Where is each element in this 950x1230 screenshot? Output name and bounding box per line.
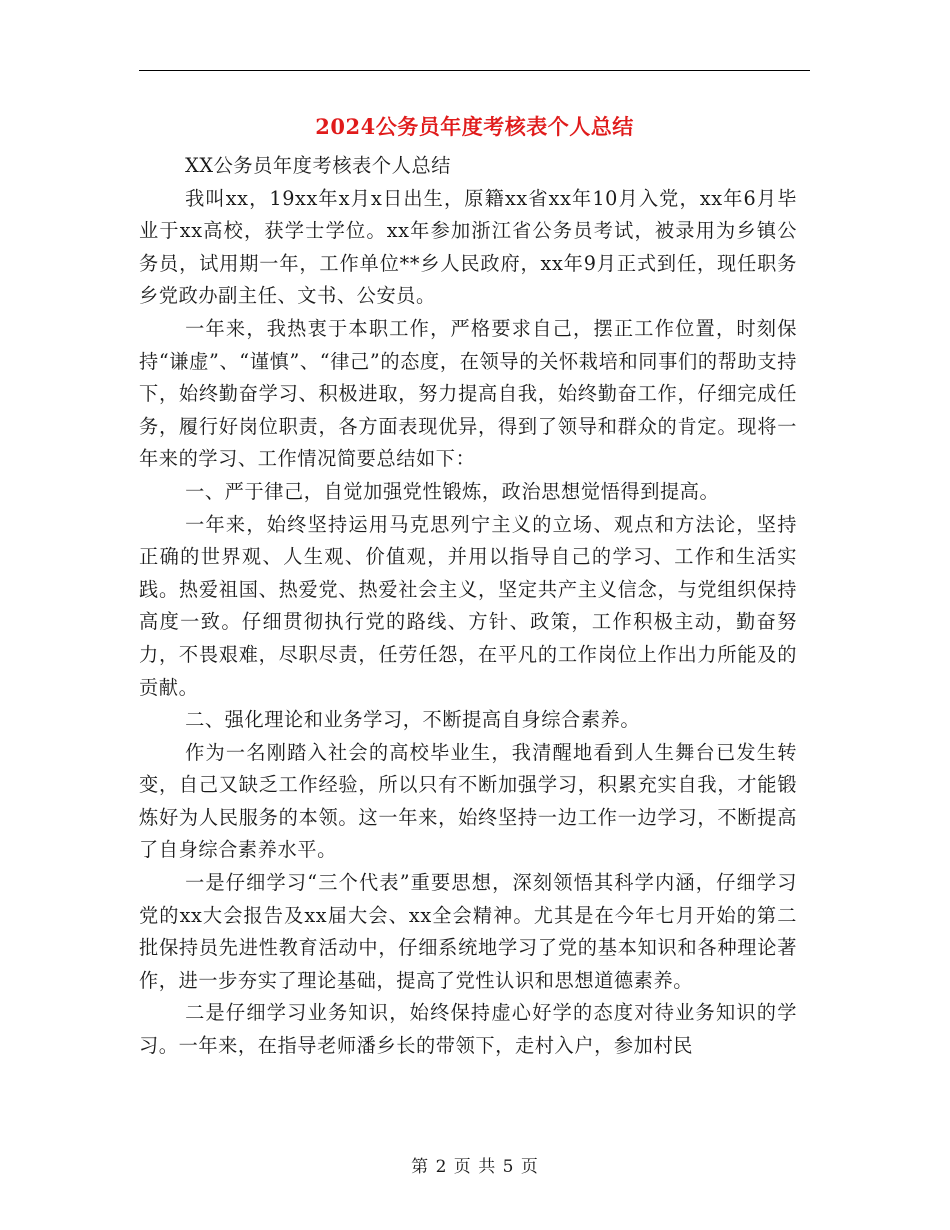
paragraph: 一年来，始终坚持运用马克思列宁主义的立场、观点和方法论，坚持正确的世界观、人生观、价值观，并用以指导自己的学习、工作和生活实践。热爱祖国、热爱党、热爱社会主义，坚定共产主义信念，与党组织保持高度一致。仔细贯彻执行党的路线、方针、政策，工作积极主动，勤奋努力，不畏艰难，尽职尽责，任劳任怨，在平凡的工作岗位上作出力所能及的贡献。 bbox=[139, 512, 797, 699]
document-title: 2024公务员年度考核表个人总结 bbox=[315, 114, 634, 139]
page-footer: 第 2 页 共 5 页 bbox=[411, 1157, 539, 1177]
paragraph: 一年来，我热衷于本职工作，严格要求自己，摆正工作位置，时刻保持“谦虚”、“谨慎”、“律己”的态度，在领导的关怀栽培和同事们的帮助支持下，始终勤奋学习、积极进取，努力提高自我，始终勤奋工作，仔细完成任务，履行好岗位职责，各方面表现优异，得到了领导和群众的肯定。现将一年来的学习、工作情况简要总结如下： bbox=[139, 316, 797, 471]
section-heading: 一、严于律己，自觉加强党性锻炼，政治思想觉悟得到提高。 bbox=[185, 479, 720, 503]
paragraph: 二是仔细学习业务知识，始终保持虚心好学的态度对待业务知识的学习。一年来，在指导老师潘乡长的带领下，走村入户，参加村民 bbox=[139, 1001, 797, 1058]
section-heading: 二、强化理论和业务学习，不断提高自身综合素养。 bbox=[185, 708, 641, 732]
paragraph: 一是仔细学习“三个代表”重要思想，深刻领悟其科学内涵，仔细学习党的xx大会报告及xx届大会、xx全会精神。尤其是在今年七月开始的第二批保持员先进性教育活动中，仔细系统地学习了党的基本知识和各种理论著作，进一步夯实了理论基础，提高了党性认识和思想道德素养。 bbox=[139, 871, 797, 992]
doc-subtitle: XX公务员年度考核表个人总结 bbox=[185, 154, 452, 177]
paragraph: 作为一名刚踏入社会的高校毕业生，我清醒地看到人生舞台已发生转变，自己又缺乏工作经验，所以只有不断加强学习，积累充实自我，才能锻炼好为人民服务的本领。这一年来，始终坚持一边工作一边学习，不断提高了自身综合素养水平。 bbox=[139, 740, 797, 862]
header-rule bbox=[139, 70, 810, 71]
document-body bbox=[139, 150, 797, 1063]
paragraph: 我叫xx，19xx年x月x日出生，原籍xx省xx年10月入党，xx年6月毕业于xx高校，获学士学位。xx年参加浙江省公务员考试，被录用为乡镇公务员，试用期一年，工作单位**乡人民政府，xx年9月正式到任，现任职务乡党政办副主任、文书、公安员。 bbox=[139, 186, 797, 308]
